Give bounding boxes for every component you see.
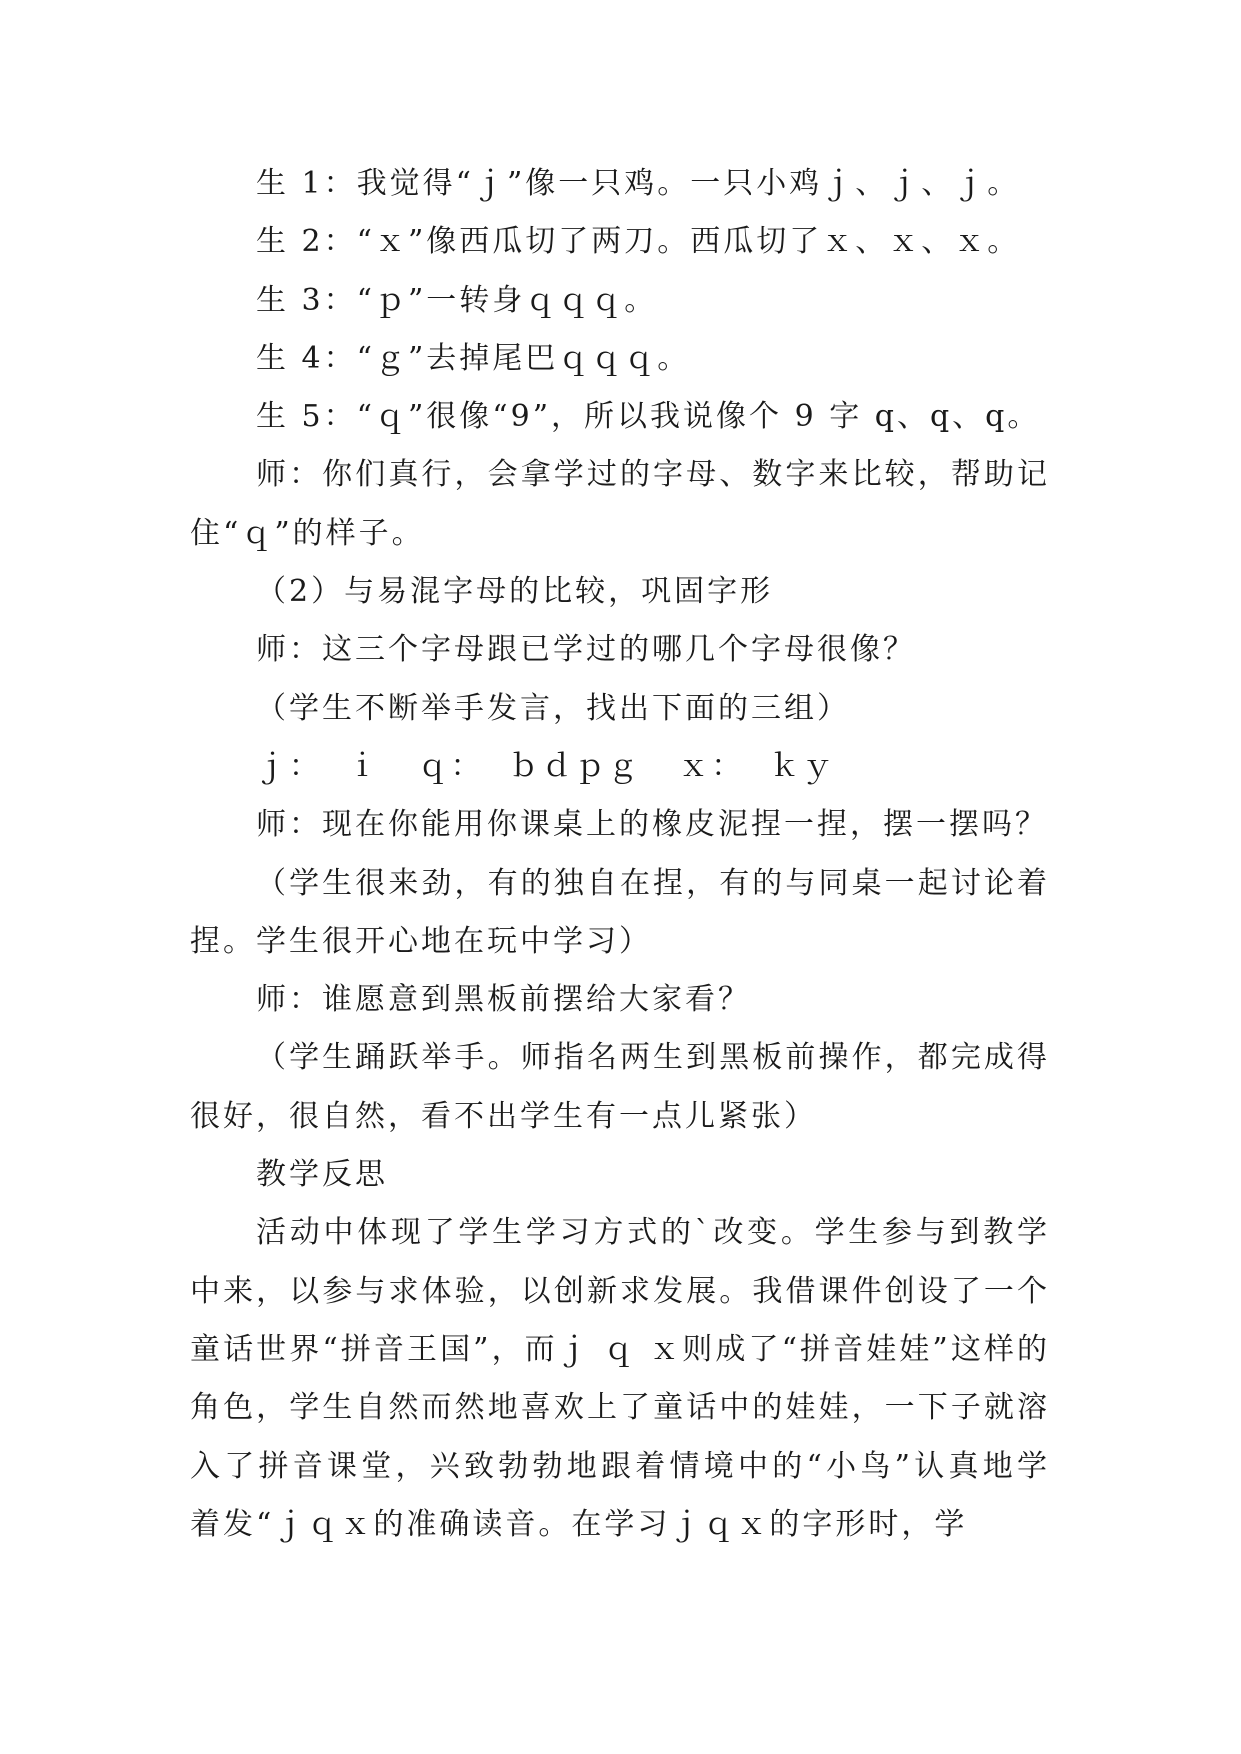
paragraph-student-3: 生 3：“ｐ”一转身ｑｑｑ。 xyxy=(256,282,658,318)
paragraph-students-clay: （学生很来劲，有的独自在捏，有的与同桌一起讨论着捏。学生很开心地在玩中学习） xyxy=(190,865,1050,959)
section-heading-comparison: （2）与易混字母的比较，巩固字形 xyxy=(256,574,774,610)
paragraph-students-blackboard: （学生踊跃举手。师指名两生到黑板前操作，都完成得很好，很自然，看不出学生有一点儿紧张） xyxy=(190,1040,1050,1134)
section-heading-reflection: 教学反思 xyxy=(256,1157,388,1193)
paragraph-teacher-clay: 师：现在你能用你课桌上的橡皮泥捏一捏，摆一摆吗？ xyxy=(256,807,1048,843)
paragraph-teacher-blackboard: 师：谁愿意到黑板前摆给大家看？ xyxy=(256,982,751,1018)
paragraph-student-2: 生 2：“ｘ”像西瓜切了两刀。西瓜切了ｘ、ｘ、ｘ。 xyxy=(256,224,1021,260)
letter-groups: ｊ： ｉ ｑ： ｂｄｐｇ ｘ： ｋｙ xyxy=(256,748,836,784)
paragraph-student-5: 生 5：“ｑ”很像“9”，所以我说像个 9 字 q、q、q。 xyxy=(256,399,1041,435)
paragraph-student-1: 生 1：我觉得“ｊ”像一只鸡。一只小鸡ｊ、ｊ、ｊ。 xyxy=(256,166,1021,201)
paragraph-teacher-question: 师：这三个字母跟已学过的哪几个字母很像？ xyxy=(256,632,916,668)
document-body xyxy=(190,155,1050,1554)
paragraph-teacher-praise: 师：你们真行，会拿学过的字母、数字来比较，帮助记住“ｑ”的样子。 xyxy=(190,457,1050,551)
paragraph-students-answer: （学生不断举手发言，找出下面的三组） xyxy=(256,690,850,726)
paragraph-reflection: 活动中体现了学生学习方式的`改变。学生参与到教学中来，以参与求体验，以创新求发展。我借课件创设了一个童话世界“拼音王国”，而ｊ ｑ ｘ则成了“拼音娃娃”这样的角色，学生自然而然地喜欢上了童话中的娃娃，一下子就溶入了拼音课堂，兴致勃勃地跟着情境中的“小鸟”认真地学着发“ｊｑｘ的准确读音。在学习ｊｑｘ的字形时，学 xyxy=(190,1215,1050,1542)
paragraph-student-4: 生 4：“ｇ”去掉尾巴ｑｑｑ。 xyxy=(256,340,691,376)
